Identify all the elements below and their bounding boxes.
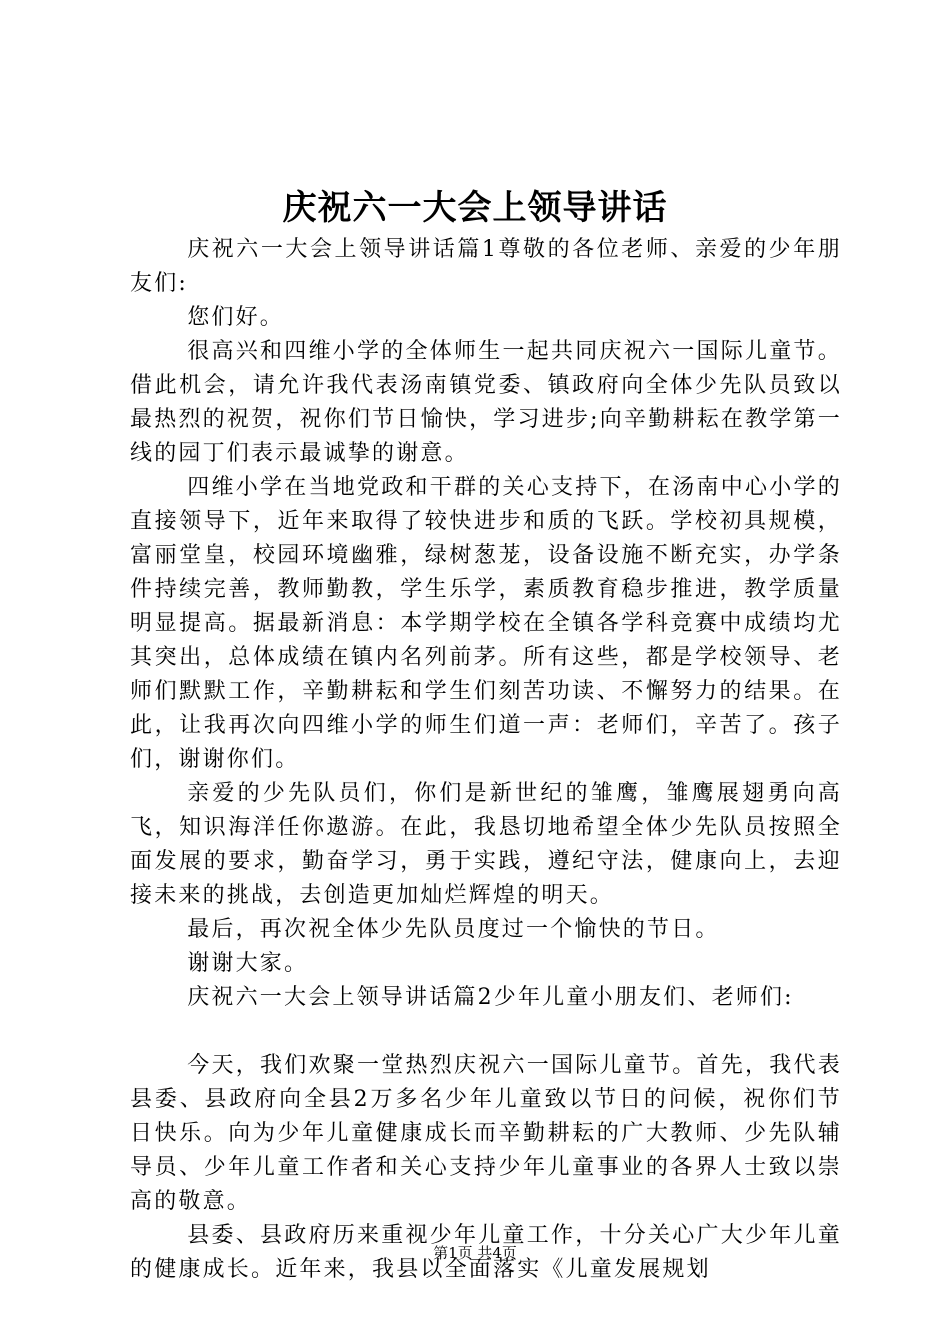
document-body	[130, 233, 842, 1287]
paragraph: 谢谢大家。	[187, 951, 309, 976]
paragraph: 四维小学在当地党政和干群的关心支持下，在汤南中心小学的直接领导下，近年来取得了较快进步和质的飞跃。学校初具规模，富丽堂皇，校园环境幽雅，绿树葱茏，设备设施不断充实，办学条件持续完善，教师勤教，学生乐学，素质教育稳步推进，教学质量明显提高。据最新消息：本学期学校在全镇各学科竞赛中成绩均尤其突出，总体成绩在镇内名列前茅。所有这些，都是学校领导、老师们默默工作，辛勤耕耘和学生们刻苦功读、不懈努力的结果。在此，让我再次向四维小学的师生们道一声：老师们，辛苦了。孩子们，谢谢你们。	[130, 475, 842, 772]
paragraph: 县委、县政府历来重视少年儿童工作，十分关心广大少年儿童的健康成长。近年来，我县以全面落实《儿童发展规划	[130, 1223, 842, 1282]
paragraph: 今天，我们欢聚一堂热烈庆祝六一国际儿童节。首先，我代表县委、县政府向全县2万多名少年儿童致以节日的问候，祝你们节日快乐。向为少年儿童健康成长而辛勤耕耘的广大教师、少先队辅导员、少年儿童工作者和关心支持少年儿童事业的各界人士致以崇高的敬意。	[130, 1053, 842, 1214]
paragraph: 亲爱的少先队员们，你们是新世纪的雏鹰，雏鹰展翅勇向高飞，知识海洋任你遨游。在此，我恳切地希望全体少先队员按照全面发展的要求，勤奋学习，勇于实践，遵纪守法，健康向上，去迎接未来的挑战，去创造更加灿烂辉煌的明天。	[130, 781, 842, 908]
paragraph: 庆祝六一大会上领导讲话篇2少年儿童小朋友们、老师们:	[187, 985, 794, 1010]
paragraph: 庆祝六一大会上领导讲话篇1尊敬的各位老师、亲爱的少年朋友们:	[130, 237, 842, 296]
paragraph: 最后，再次祝全体少先队员度过一个愉快的节日。	[187, 917, 720, 942]
page-number: 第1页 共4页	[433, 1244, 517, 1262]
paragraph: 很高兴和四维小学的全体师生一起共同庆祝六一国际儿童节。借此机会，请允许我代表汤南镇党委、镇政府向全体少先队员致以最热烈的祝贺，祝你们节日愉快，学习进步;向辛勤耕耘在教学第一线的园丁们表示最诚挚的谢意。	[130, 339, 842, 466]
document-title: 庆祝六一大会上领导讲话	[282, 188, 668, 228]
paragraph: 您们好。	[187, 305, 284, 330]
